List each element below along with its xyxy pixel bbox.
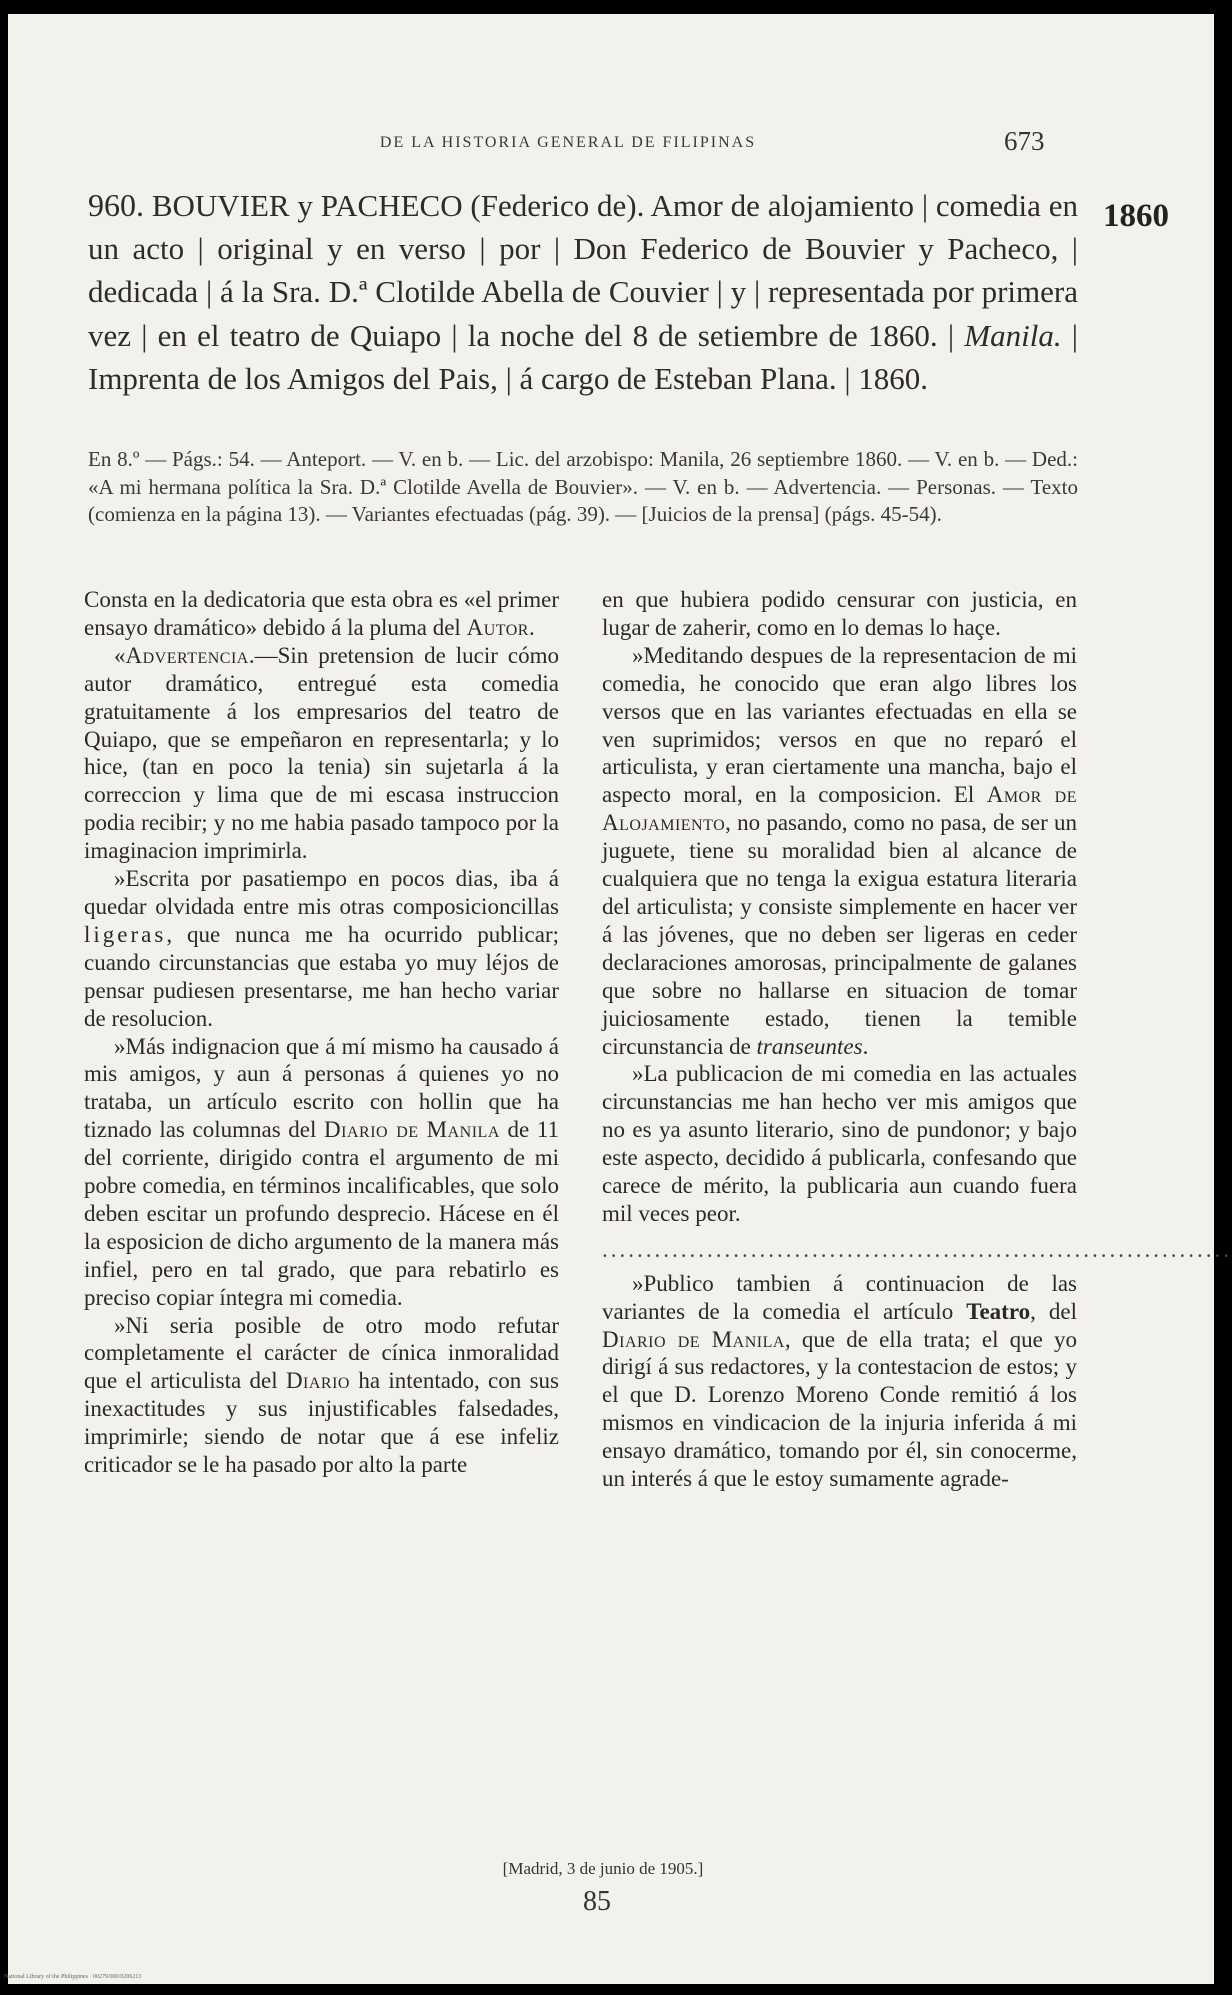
margin-year: 1860	[1103, 198, 1169, 234]
book-page	[8, 14, 1232, 1984]
entry-number: 960.	[88, 187, 144, 223]
collation-note: En 8.º — Págs.: 54. — Anteport. — V. en b. — Lic. del arzobispo: Manila, 26 septiembre 1860. — V. en b. — Ded.: «A mi hermana política la Sra. D.ª Clotilde Avella de Bouvier». — V. en b. — Advertencia. — Personas. — Texto (comienza en la página 13). — Variantes efectuadas (pág. 39). — [Juicios de la prensa] (págs. 45-54).	[88, 447, 1078, 526]
paragraph: »Publico tambien á continuacion de las variantes de la comedia el artículo Teatro, del Diario de Manila, que de ella trata; el que yo dirigí á sus redactores, y la contestacion de estos; y el que D. Lorenzo Moreno Conde remitió á los mismos en vindicacion de la injuria inferida á mi ensayo dramático, tomando por él, sin conocerme, un interés á que le estoy sumamente agrade-	[602, 1270, 1077, 1492]
bibliographic-entry	[88, 184, 1078, 400]
running-head: DE LA HISTORIA GENERAL DE FILIPINAS	[379, 134, 757, 151]
paragraph: »Más indignacion que á mí mismo ha causado á mis amigos, y aun á personas á quienes yo no trataba, un artículo escrito con hollin que ha tiznado las columnas del Diario de Manila de 11 del corriente, dirigido contra el argumento de mi pobre comedia, en términos incalificables, que solo deben escitar un profundo desprecio. Hácese en él la esposicion de dicho argumento de la manera más infiel, pero en tal grado, que para rebatirlo es preciso copiar íntegra mi comedia.	[84, 1033, 560, 1310]
paragraph: »Ni seria posible de otro modo refutar completamente el carácter de cínica inmoralidad que el articulista del Diario ha intentado, con sus inexactitudes y sus injustificables falsedades, imprimirle; siendo de notar que á ese infeliz criticador se le ha pasado por alto la parte	[84, 1312, 559, 1478]
right-column	[602, 586, 1232, 1493]
paragraph: «Advertencia.—Sin pretension de lucir cómo autor dramático, entregué esta comedia gratuitamente á los empresarios del teatro de Quiapo, que se empeñaron en representarla; y lo hice, (tan en poco la tenia) sin sujetarla á la correccion y lima que de mi escasa instruccion podia recibir; y no me habia pasado tampoco por la imaginacion imprimirla.	[84, 642, 559, 864]
page-number: 673	[1004, 126, 1045, 156]
paragraph: »Meditando despues de la representacion de mi comedia, he conocido que eran algo libres los versos que en las variantes efectuadas en ella se ven suprimidos; versos en que no reparó el articulista, y eran ciertamente una mancha, bajo el aspecto moral, en la composicion. El Amor de Alojamiento, no pasando, como no pasa, de ser un juguete, tiene su moralidad bien al alcance de cualquiera que no tenga la exigua estatura literaria del articulista; y consiste simplemente en hacer ver á las jóvenes, que no deben ser ligeras en ceder declaraciones amorosas, principalmente de galanes que sobre no hallarse en situacion de tomar juiciosamente estado, tienen la temible circunstancia de transeuntes.	[602, 642, 1077, 1059]
paragraph: en que hubiera podido censurar con justicia, en lugar de zaherir, como en lo demas lo haçe.	[602, 587, 1077, 640]
printing-date-note: [Madrid, 3 de junio de 1905.]	[502, 1859, 704, 1878]
paragraph: »Escrita por pasatiempo en pocos dias, iba á quedar olvidada entre mis otras composicioncillas ligeras, que nunca me ha ocurrido publicar; cuando circunstancias que estaba yo muy léjos de pensar pudiesen presentarse, me han hecho variar de resolucion.	[84, 866, 559, 1031]
left-column	[84, 586, 559, 1479]
library-stamp: National Library of the Philippines · 00279/000/0206213	[4, 1974, 142, 1980]
ellipsis-divider: ........................................................................	[602, 1236, 1232, 1262]
paragraph: Consta en la dedicatoria que esta obra es «el primer ensayo dramático» debido á la pluma del Autor.	[84, 587, 559, 640]
paragraph: »La publicacion de mi comedia en las actuales circunstancias me han hecho ver mis amigos que no es ya asunto literario, sino de pundonor; y bajo este aspecto, decidido á publicarla, confesando que carece de mérito, la publicaria aun cuando fuera mil veces peor.	[602, 1061, 1077, 1226]
entry-title: BOUVIER y PACHECO (Federico de). Amor de alojamiento | comedia en un acto | original y en verso | por | Don Federico de Bouvier y Pacheco, | dedicada | á la Sra. D.ª Clotilde Abella de Couvier | y | representada por primera vez | en el teatro de Quiapo | la noche del 8 de setiembre de 1860. | Manila. | Imprenta de los Amigos del Pais, | á cargo de Esteban Plana. | 1860.	[88, 188, 1078, 396]
signature-number: 85	[583, 1886, 611, 1917]
